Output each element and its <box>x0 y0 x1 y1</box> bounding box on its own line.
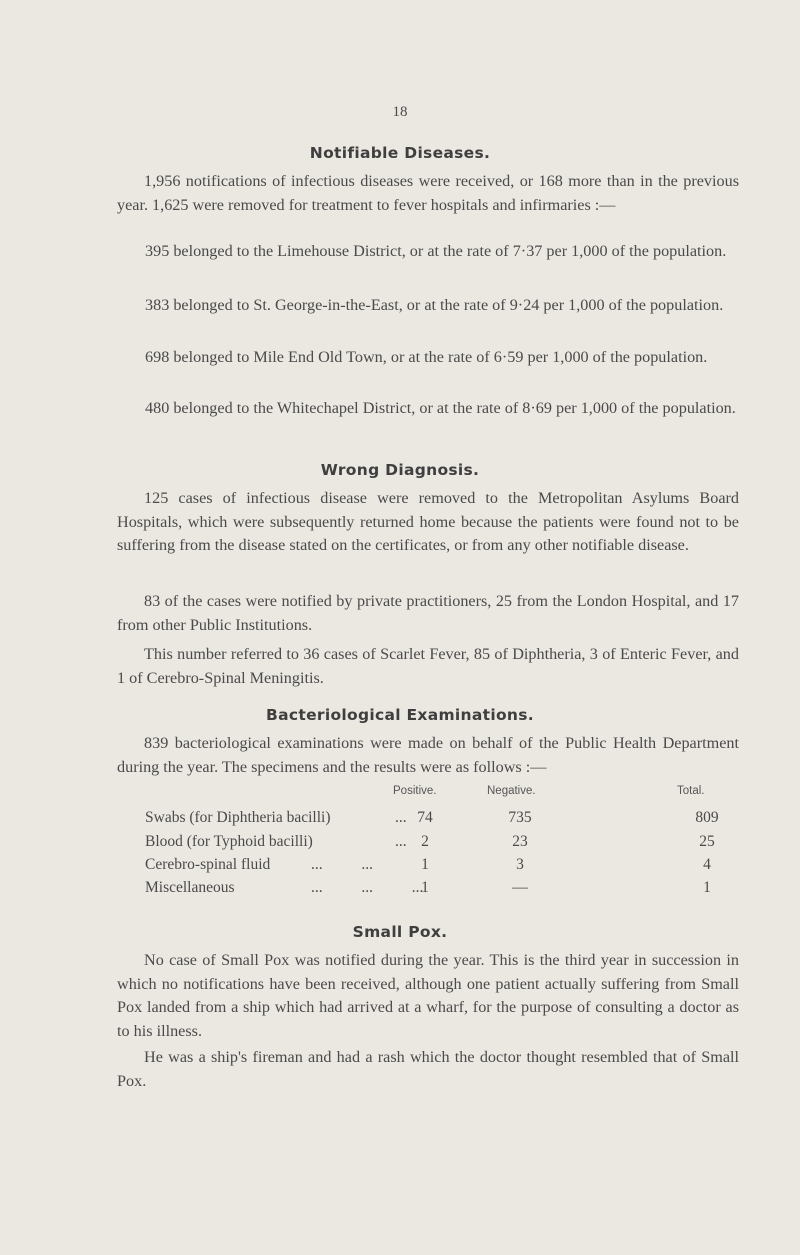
table-row <box>145 809 745 831</box>
wrong-diagnosis-paragraph-2: 83 of the cases were notified by private practitioners, 25 from the London Hospital, and 17 from other Public Institutions. <box>117 592 739 634</box>
column-header-negative: Negative. <box>487 785 536 797</box>
leader-dots: ... ... <box>311 856 373 873</box>
row-label: Miscellaneous <box>145 879 235 896</box>
column-header-positive: Positive. <box>393 785 437 797</box>
table-row <box>145 833 745 855</box>
notifiable-item-limehouse: 395 belonged to the Limehouse District, or at the rate of 7·37 per 1,000 of the population. <box>145 242 727 260</box>
cell-positive: 1 <box>421 856 429 873</box>
leader-dots: ... <box>395 809 407 826</box>
notifiable-intro: 1,956 notifications of infectious diseases were received, or 168 more than in the previous year. 1,625 were removed for treatment to fever hospitals and infirmaries :— <box>117 172 739 214</box>
cell-negative: 23 <box>512 833 528 850</box>
cell-negative: — <box>512 879 528 896</box>
notifiable-item-mile-end: 698 belonged to Mile End Old Town, or at the rate of 6·59 per 1,000 of the population. <box>145 348 708 366</box>
page-number: 18 <box>392 104 408 120</box>
cell-total: 25 <box>699 833 715 850</box>
cell-total: 809 <box>695 809 719 826</box>
cell-negative: 3 <box>516 856 524 873</box>
table-row <box>145 856 745 878</box>
bacteriological-intro: 839 bacteriological examinations were made on behalf of the Public Health Department during the year. The specimens and the results were as follows :— <box>117 734 739 776</box>
cell-positive: 1 <box>421 879 429 896</box>
cell-negative: 735 <box>508 809 532 826</box>
cell-positive: 74 <box>417 809 433 826</box>
leader-dots: ... ... ... <box>311 879 424 896</box>
column-header-total: Total. <box>677 785 705 797</box>
cell-total: 1 <box>703 879 711 896</box>
leader-dots: ... <box>395 833 407 850</box>
section-heading-wrong-diagnosis: Wrong Diagnosis. <box>320 461 480 479</box>
wrong-diagnosis-paragraph-3: This number referred to 36 cases of Scarlet Fever, 85 of Diphtheria, 3 of Enteric Fever, and 1 of Cerebro-Spinal Meningitis. <box>117 645 739 687</box>
wrong-diagnosis-paragraph-1: 125 cases of infectious disease were removed to the Metropolitan Asylums Board Hospitals, which were subsequently returned home because the patients were found not to be suffering from the disease stated on the certificates, or from any other notifiable disease. <box>117 489 739 554</box>
cell-positive: 2 <box>421 833 429 850</box>
table-row <box>145 879 745 901</box>
section-heading-bacteriological: Bacteriological Examinations. <box>266 706 534 724</box>
notifiable-item-whitechapel: 480 belonged to the Whitechapel District, or at the rate of 8·69 per 1,000 of the population. <box>145 399 736 417</box>
section-heading-notifiable: Notifiable Diseases. <box>309 144 491 162</box>
cell-total: 4 <box>703 856 711 873</box>
notifiable-item-st-george: 383 belonged to St. George-in-the-East, or at the rate of 9·24 per 1,000 of the population. <box>145 296 724 314</box>
row-label: Cerebro-spinal fluid <box>145 856 271 873</box>
row-label: Blood (for Typhoid bacilli) <box>145 833 313 850</box>
row-label: Swabs (for Diphtheria bacilli) <box>145 809 331 826</box>
small-pox-paragraph-1: No case of Small Pox was notified during the year. This is the third year in succession in which no notifications have been received, although one patient actually suffering from Small Pox landed from a ship which had arrived at a wharf, for the purpose of consulting a doctor as to his illness. <box>117 951 739 1040</box>
section-heading-small-pox: Small Pox. <box>352 923 448 941</box>
small-pox-paragraph-2: He was a ship's fireman and had a rash which the doctor thought resembled that of Small Pox. <box>117 1048 739 1090</box>
